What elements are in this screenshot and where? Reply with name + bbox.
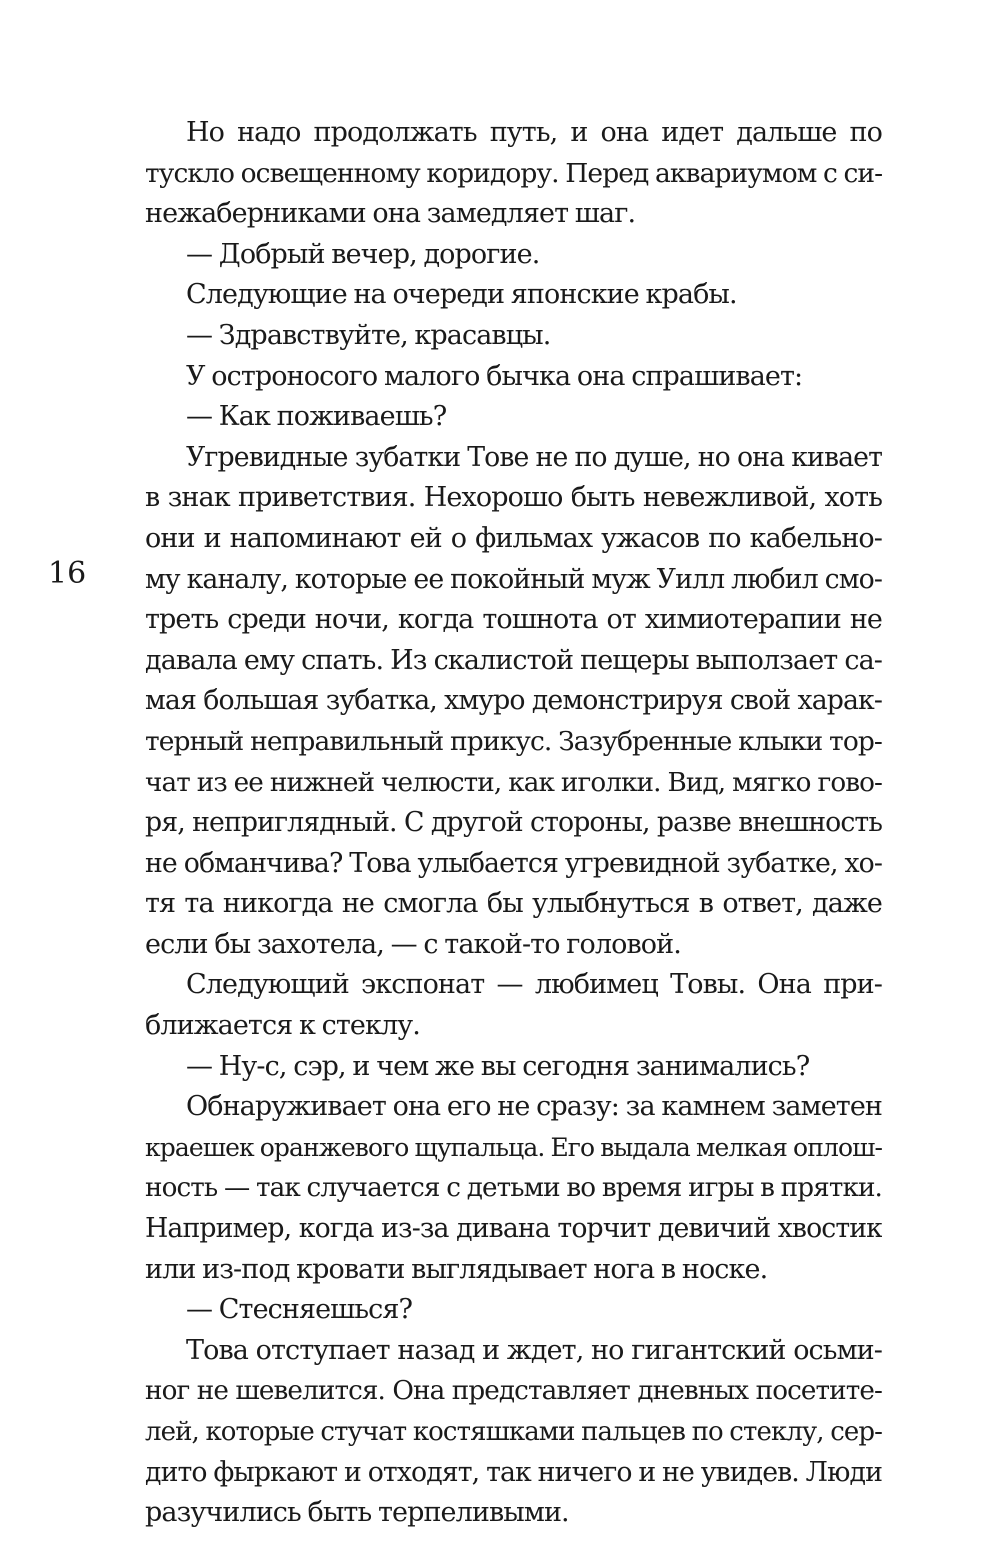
text-line: не обманчива? Това улыбается угревидной зубатке, хо-: [145, 847, 882, 879]
text-line: Например, когда из-за дивана торчит девичий хвостик: [145, 1213, 882, 1245]
text-line: дито фыркают и отходят, так ничего и не увидев. Люди: [145, 1456, 882, 1488]
text-line: чат из ее нижней челюсти, как иголки. Вид, мягко гово-: [145, 767, 882, 798]
text-line: Това отступает назад и ждет, но гигантский осьми-: [186, 1334, 882, 1366]
page-number: 16: [48, 556, 87, 591]
text-line: разучились быть терпеливыми.: [145, 1497, 569, 1529]
text-line: в знак приветствия. Нехорошо быть невежливой, хоть: [145, 482, 882, 514]
text-line: терный неправильный прикус. Зазубренные клыки тор-: [145, 725, 882, 757]
text-line: треть среди ночи, когда тошнота от химиотерапии не: [145, 604, 882, 636]
text-line: ность — так случается с детьми во время игры в прятки.: [145, 1173, 882, 1204]
text-line: Но надо продолжать путь, и она идет дальше по: [186, 117, 882, 148]
text-line: нежаберниками она замедляет шаг.: [145, 198, 636, 230]
text-line: Следующий экспонат — любимец Товы. Она при-: [186, 969, 882, 1001]
text-line: Угревидные зубатки Тове не по душе, но она кивает: [186, 441, 882, 473]
text-line: они и напоминают ей о фильмах ужасов по кабельно-: [145, 522, 882, 554]
text-line: мая большая зубатка, хмуро демонстрируя свой харак-: [145, 685, 882, 717]
text-line: му каналу, которые ее покойный муж Уилл любил смо-: [145, 563, 882, 595]
text-line: если бы захотела, — с такой-то головой.: [145, 928, 681, 960]
body-text: [145, 113, 882, 1534]
text-line: краешек оранжевого щупальца. Его выдала мелкая оплош-: [145, 1132, 882, 1162]
text-line: тя та никогда не смогла бы улыбнуться в ответ, даже: [145, 888, 882, 920]
text-line: — Стесняешься?: [186, 1294, 413, 1326]
text-line: лей, которые стучат костяшками пальцев по стеклу, сер-: [145, 1417, 882, 1447]
text-line: тускло освещенному коридору. Перед аквариумом с си-: [145, 157, 882, 189]
text-line: Обнаруживает она его не сразу: за камнем заметен: [186, 1091, 882, 1123]
text-line: — Как поживаешь?: [186, 401, 447, 433]
text-line: Следующие на очереди японские крабы.: [186, 279, 737, 311]
text-line: давала ему спать. Из скалистой пещеры выползает са-: [145, 644, 882, 676]
text-line: — Здравствуйте, красавцы.: [186, 319, 551, 351]
text-line: ближается к стеклу.: [145, 1010, 420, 1042]
text-line: или из-под кровати выглядывает нога в носке.: [145, 1253, 768, 1285]
text-line: — Ну-с, сэр, и чем же вы сегодня занимались?: [186, 1050, 810, 1082]
text-line: — Добрый вечер, дорогие.: [186, 238, 540, 270]
text-line: ря, неприглядный. С другой стороны, разве внешность: [145, 807, 882, 839]
text-line: ног не шевелится. Она представляет дневных посетите-: [145, 1376, 882, 1407]
text-line: У остроносого малого бычка она спрашивает:: [186, 360, 803, 392]
